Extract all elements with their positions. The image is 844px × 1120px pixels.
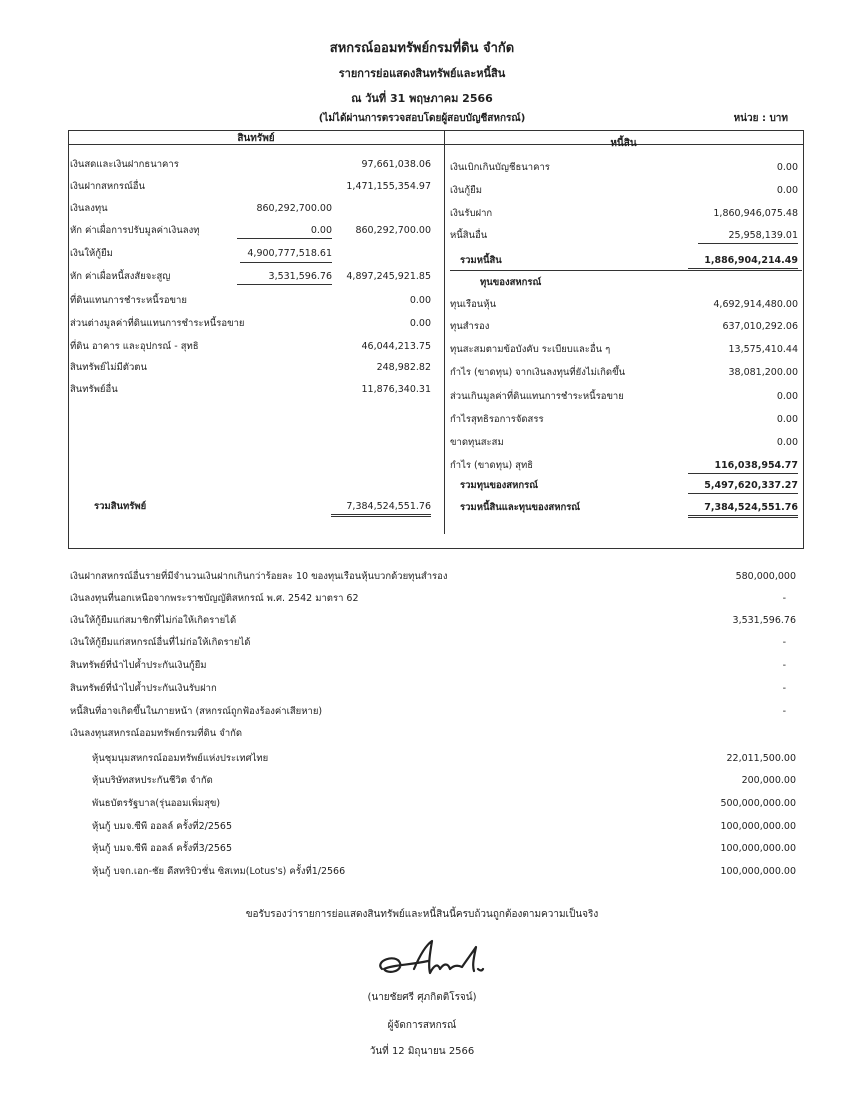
investment-label: หุ้นบริษัทสหประกันชีวิต จำกัด [92, 775, 213, 786]
note-label: เงินลงทุนที่นอกเหนือจากพระราชบัญญัติสหกรณ์ พ.ศ. 2542 มาตรา 62 [70, 593, 359, 604]
note-row [70, 614, 800, 628]
liability-value: 25,958,139.01 [698, 229, 798, 244]
asset-gross-value: 860,292,700.00 [256, 203, 332, 214]
note-label: สินทรัพย์ที่นำไปค้ำประกันเงินกู้ยืม [70, 660, 207, 671]
equity-value: 4,692,914,480.00 [713, 299, 798, 310]
investment-value: 100,000,000.00 [720, 843, 796, 854]
asset-row [70, 294, 444, 308]
assets-total-label: รวมสินทรัพย์ [94, 501, 147, 512]
asset-row [70, 340, 444, 354]
equity-label: กำไร (ขาดทุน) จากเงินลงทุนที่ยังไม่เกิดขึ้น [450, 367, 626, 378]
equity-row [450, 390, 802, 404]
asset-net-value: 0.00 [409, 318, 431, 329]
investment-row [70, 842, 800, 856]
asset-label: หัก ค่าเผื่อการปรับมูลค่าเงินลงทุ [70, 225, 200, 236]
asset-row [70, 158, 444, 172]
asset-net-value: 11,876,340.31 [361, 384, 431, 395]
unit-label: หน่วย : บาท [733, 113, 788, 124]
asset-net-value: 46,044,213.75 [361, 341, 431, 352]
asset-gross-value: 3,531,596.76 [237, 270, 332, 285]
equity-value: 0.00 [776, 414, 798, 425]
note-row [70, 636, 800, 650]
asset-label: เงินฝากสหกรณ์อื่น [70, 181, 145, 192]
equity-label: ทุนเรือนหุ้น [450, 299, 497, 310]
equity-label: ทุนสำรอง [450, 321, 490, 332]
equity-row [450, 459, 802, 473]
equity-value: 13,575,410.44 [728, 344, 798, 355]
equity-row [450, 436, 802, 450]
equity-total-row [450, 479, 802, 493]
assets-heading: สินทรัพย์ [237, 133, 275, 144]
note-row [70, 727, 800, 741]
asset-label: สินทรัพย์ไม่มีตัวตน [70, 362, 147, 373]
equity-label: กำไรสุทธิรอการจัดสรร [450, 414, 544, 425]
liabilities-total-row [450, 254, 802, 268]
note-value: - [782, 706, 786, 717]
equity-total-value: 5,497,620,337.27 [688, 479, 798, 494]
asset-label: สินทรัพย์อื่น [70, 384, 118, 395]
liabilities-total-value: 1,886,904,214.49 [688, 254, 798, 271]
note-row [70, 592, 800, 606]
equity-value: 0.00 [776, 437, 798, 448]
asset-row [70, 361, 444, 375]
equity-row [450, 343, 802, 357]
assets-total-row [70, 500, 444, 514]
statement-date: ณ วันที่ 31 พฤษภาคม 2566 [351, 92, 493, 105]
note-value: - [782, 593, 786, 604]
asset-row [70, 270, 444, 284]
equity-label: ขาดทุนสะสม [450, 437, 504, 448]
asset-label: หัก ค่าเผื่อหนี้สงสัยจะสูญ [70, 271, 171, 282]
equity-heading-row [450, 276, 802, 290]
asset-net-value: 0.00 [409, 295, 431, 306]
investment-value: 100,000,000.00 [720, 866, 796, 877]
note-value: - [782, 683, 786, 694]
asset-row [70, 202, 444, 216]
investment-label: หุ้นกู้ บมจ.ซีพี ออลล์ ครั้งที่2/2565 [92, 821, 232, 832]
investment-row [70, 752, 800, 766]
asset-net-value: 97,661,038.06 [361, 159, 431, 170]
grand-total-row [450, 501, 802, 515]
equity-label: ส่วนเกินมูลค่าที่ดินแทนการชำระหนี้รอขาย [450, 391, 624, 402]
manager-signature [370, 935, 500, 985]
asset-row [70, 247, 444, 261]
note-label: เงินลงทุนสหกรณ์ออมทรัพย์กรมที่ดิน จำกัด [70, 728, 243, 739]
note-value: - [782, 660, 786, 671]
asset-label: เงินให้กู้ยืม [70, 248, 113, 259]
asset-label: ส่วนต่างมูลค่าที่ดินแทนการชำระหนี้รอขาย [70, 318, 245, 329]
liability-value: 1,860,946,075.48 [713, 208, 798, 219]
document-subtitle: รายการย่อแสดงสินทรัพย์และหนี้สิน [338, 67, 506, 80]
note-label: เงินให้กู้ยืมแก่สหกรณ์อื่นที่ไม่ก่อให้เกิดรายได้ [70, 637, 251, 648]
investment-row [70, 820, 800, 834]
equity-total-label: รวมทุนของสหกรณ์ [460, 480, 539, 491]
equity-value: 116,038,954.77 [688, 459, 798, 474]
note-row [70, 659, 800, 673]
investment-label: พันธบัตรรัฐบาล(รุ่นออมเพิ่มสุข) [92, 798, 221, 809]
table-center-divider [444, 130, 445, 534]
note-label: เงินให้กู้ยืมแก่สมาชิกที่ไม่ก่อให้เกิดรายได้ [70, 615, 237, 626]
equity-label: กำไร (ขาดทุน) สุทธิ [450, 460, 534, 471]
manager-position: ผู้จัดการสหกรณ์ [387, 1020, 457, 1031]
equity-value: 38,081,200.00 [728, 367, 798, 378]
asset-row [70, 383, 444, 397]
liability-row [450, 161, 802, 175]
liabilities-heading: หนี้สิน [610, 138, 637, 149]
asset-net-value: 4,897,245,921.85 [346, 271, 431, 282]
asset-loans-underline [240, 262, 332, 263]
note-row [70, 570, 800, 584]
note-value: 3,531,596.76 [732, 615, 796, 626]
assets-total-value: 7,384,524,551.76 [331, 500, 431, 517]
liability-row [450, 229, 802, 243]
equity-value: 0.00 [776, 391, 798, 402]
liability-label: หนี้สินอื่น [450, 230, 488, 241]
document-title: สหกรณ์ออมทรัพย์กรมที่ดิน จำกัด [329, 41, 515, 56]
audit-note: (ไม่ได้ผ่านการตรวจสอบโดยผู้สอบบัญชีสหกรณ์) [318, 113, 526, 124]
equity-heading: ทุนของสหกรณ์ [480, 277, 542, 288]
grand-total-label: รวมหนี้สินและทุนของสหกรณ์ [460, 502, 581, 513]
equity-row [450, 366, 802, 380]
note-label: เงินฝากสหกรณ์อื่นรายที่มีจำนวนเงินฝากเกินกว่าร้อยละ 10 ของทุนเรือนหุ้นบวกด้วยทุนสำรอง [70, 571, 448, 582]
investment-row [70, 865, 800, 879]
grand-total-value: 7,384,524,551.76 [688, 501, 798, 518]
asset-net-value: 1,471,155,354.97 [346, 181, 431, 192]
liability-value: 0.00 [776, 185, 798, 196]
asset-row [70, 224, 444, 238]
note-label: หนี้สินที่อาจเกิดขึ้นในภายหน้า (สหกรณ์ถูกฟ้องร้องค่าเสียหาย) [70, 706, 323, 717]
investment-row [70, 797, 800, 811]
asset-row [70, 317, 444, 331]
liabilities-total-label: รวมหนี้สิน [460, 255, 502, 266]
asset-label: เงินลงทุน [70, 203, 108, 214]
equity-row [450, 298, 802, 312]
asset-net-value: 860,292,700.00 [355, 225, 431, 236]
equity-row [450, 320, 802, 334]
signature-date: วันที่ 12 มิถุนายน 2566 [369, 1046, 475, 1057]
equity-row [450, 413, 802, 427]
asset-gross-value: 4,900,777,518.61 [247, 248, 332, 259]
investment-row [70, 774, 800, 788]
investment-value: 22,011,500.00 [726, 753, 796, 764]
manager-name: (นายชัยศรี ศุภกิตติโรจน์) [367, 992, 477, 1003]
liability-label: เงินรับฝาก [450, 208, 493, 219]
investment-label: หุ้นกู้ บจก.เอก-ชัย ดีสทริบิวชั่น ซิสเทม(Lotus's) ครั้งที่1/2566 [92, 866, 346, 877]
equity-value: 637,010,292.06 [722, 321, 798, 332]
liability-label: เงินเบิกเกินบัญชีธนาคาร [450, 162, 550, 173]
liability-row [450, 184, 802, 198]
note-label: สินทรัพย์ที่นำไปค้ำประกันเงินรับฝาก [70, 683, 217, 694]
asset-label: ที่ดินแทนการชำระหนี้รอขาย [70, 295, 187, 306]
certification-text: ขอรับรองว่ารายการย่อแสดงสินทรัพย์และหนี้สินนี้ครบถ้วนถูกต้องตามความเป็นจริง [245, 909, 599, 920]
asset-row [70, 180, 444, 194]
note-value: - [782, 637, 786, 648]
asset-net-value: 248,982.82 [376, 362, 431, 373]
asset-label: ที่ดิน อาคาร และอุปกรณ์ - สุทธิ [70, 341, 199, 352]
investment-value: 500,000,000.00 [720, 798, 796, 809]
liability-row [450, 207, 802, 221]
investment-value: 100,000,000.00 [720, 821, 796, 832]
investment-value: 200,000.00 [741, 775, 796, 786]
note-row [70, 682, 800, 696]
note-row [70, 705, 800, 719]
investment-label: หุ้นชุมนุมสหกรณ์ออมทรัพย์แห่งประเทศไทย [92, 753, 269, 764]
equity-label: ทุนสะสมตามข้อบังคับ ระเบียบและอื่น ๆ [450, 344, 611, 355]
liabilities-total-line [450, 270, 802, 271]
asset-gross-value: 0.00 [237, 224, 332, 239]
investment-label: หุ้นกู้ บมจ.ซีพี ออลล์ ครั้งที่3/2565 [92, 843, 232, 854]
liability-label: เงินกู้ยืม [450, 185, 482, 196]
note-value: 580,000,000 [735, 571, 796, 582]
asset-label: เงินสดและเงินฝากธนาคาร [70, 159, 179, 170]
liability-value: 0.00 [776, 162, 798, 173]
